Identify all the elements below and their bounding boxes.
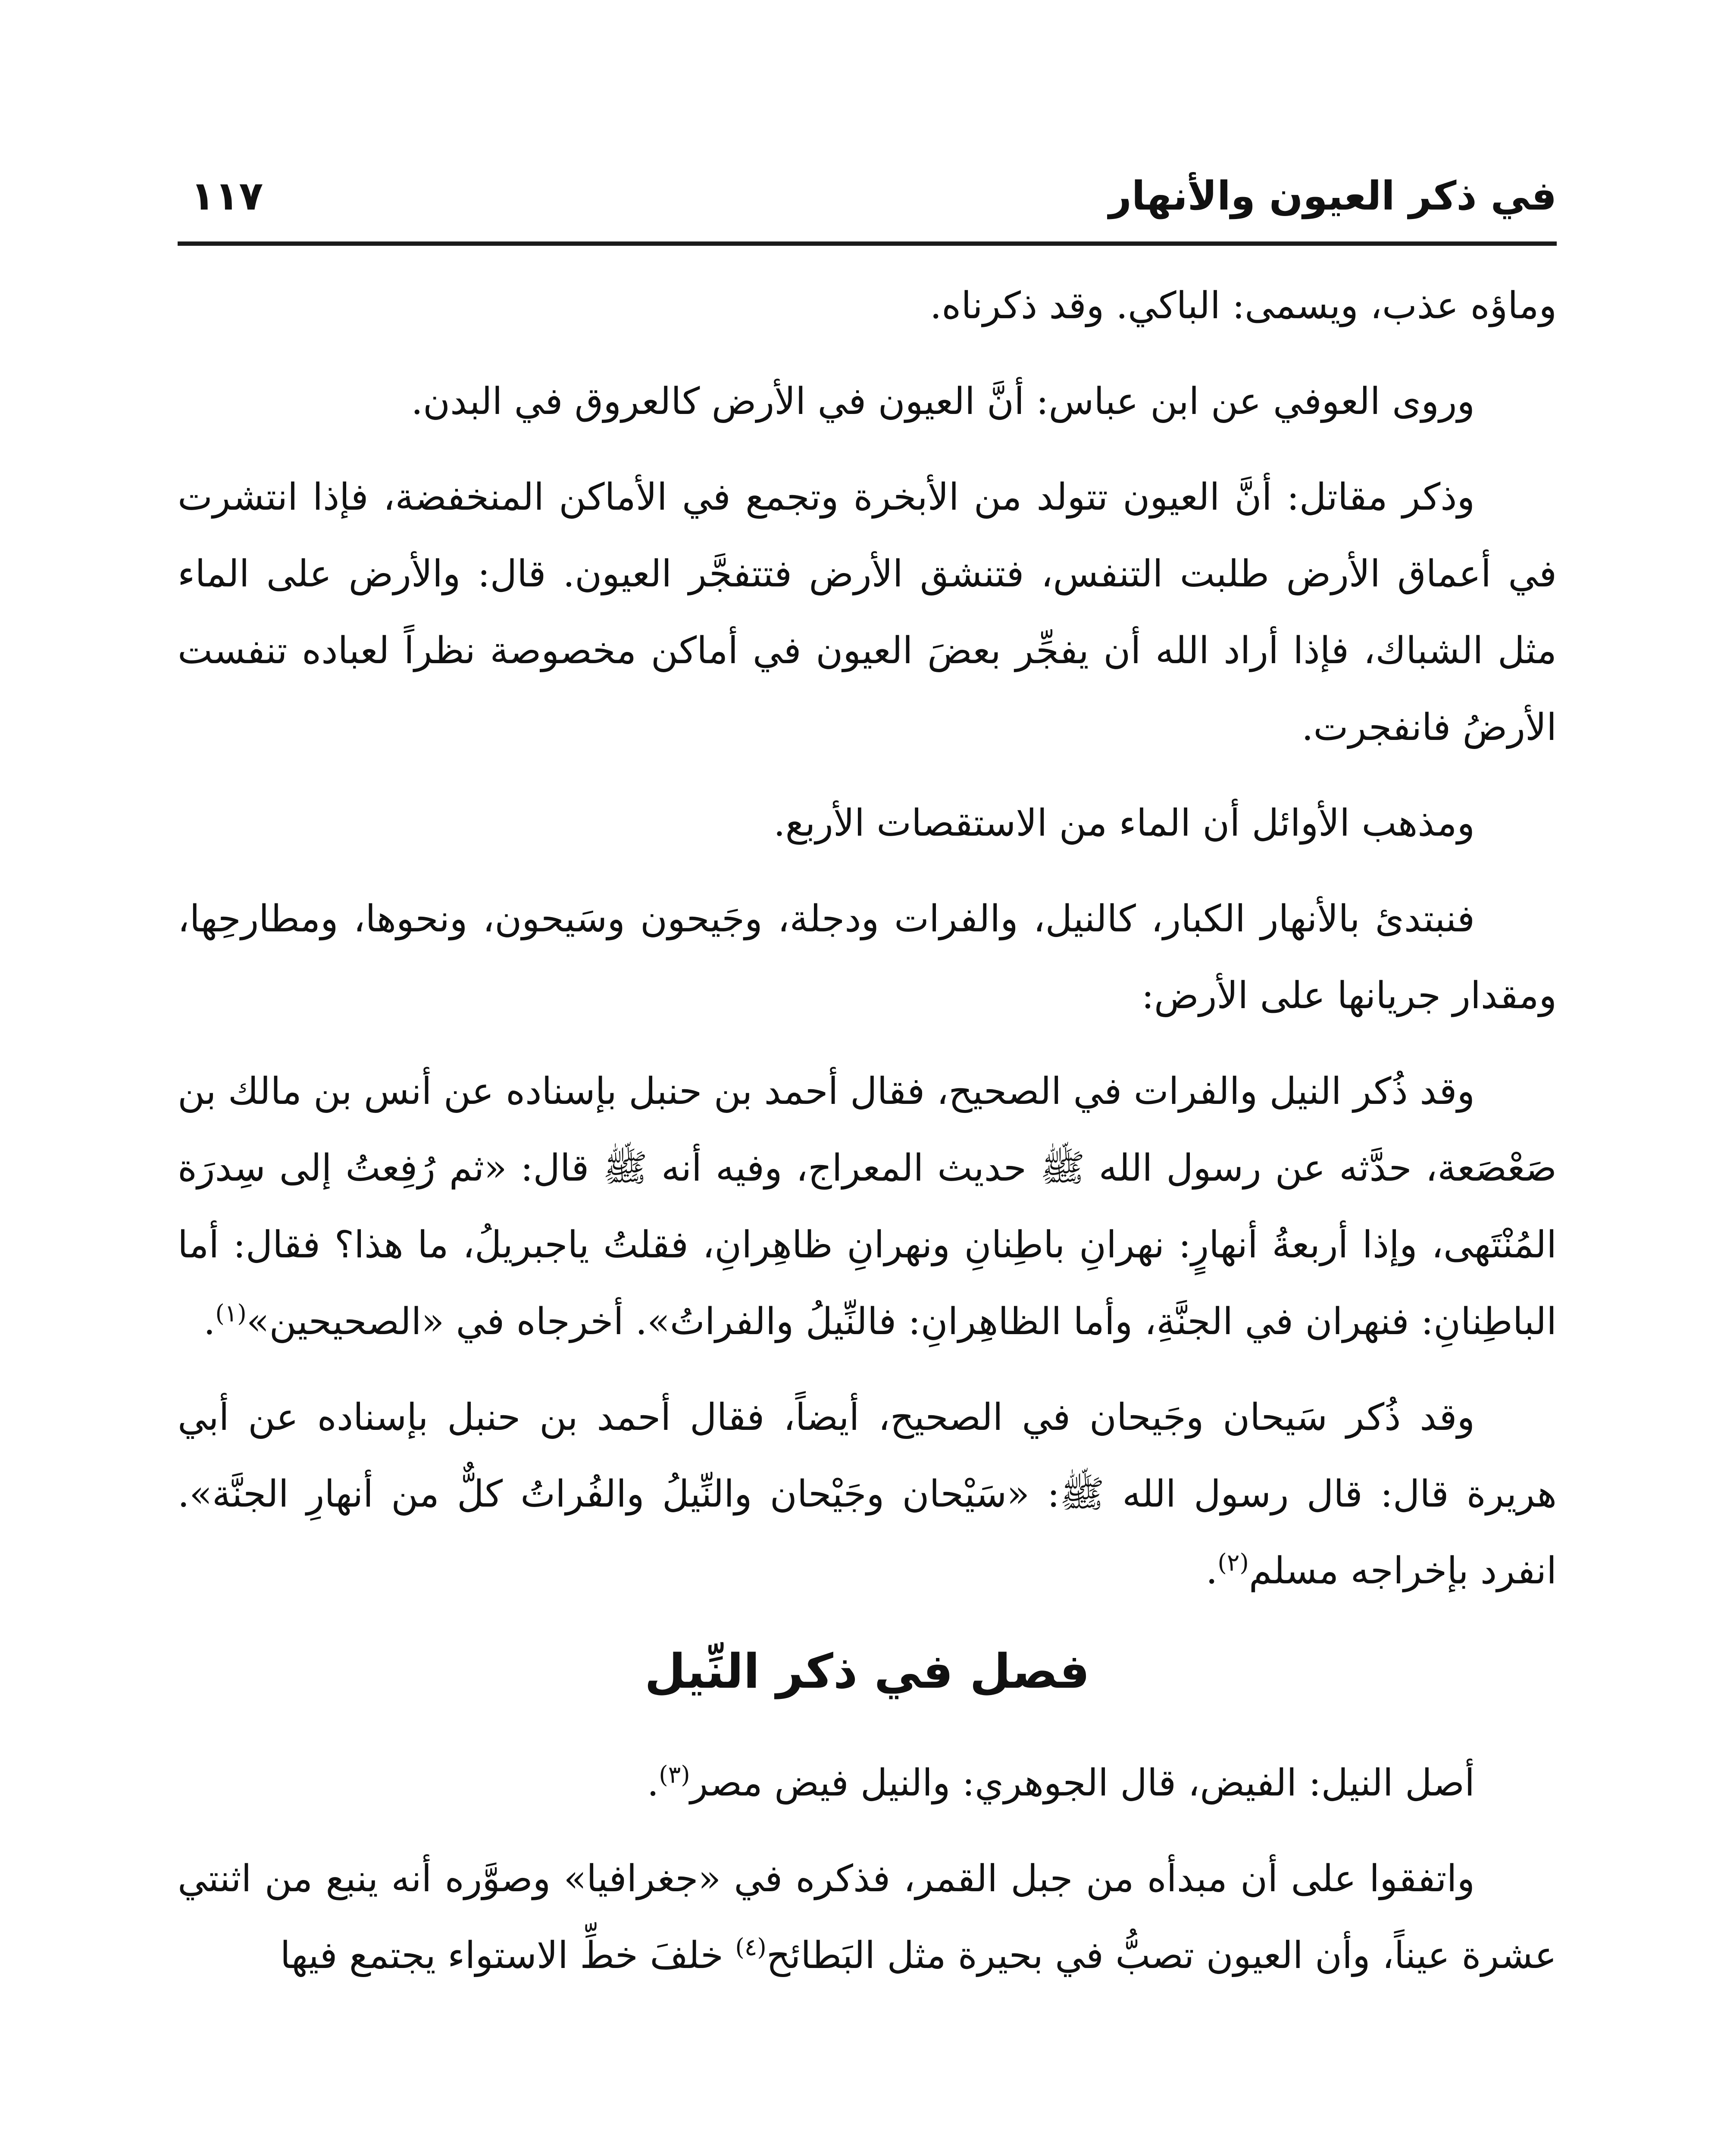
footnote-reference: (٤) <box>735 1933 767 1961</box>
section-heading: فصل في ذكر النِّيل <box>645 1644 1090 1699</box>
footnote-reference: (١) <box>215 1299 247 1327</box>
paragraph: وقد ذُكر سَيحان وجَيحان في الصحيح، أيضاً، فقال أحمد بن حنبل بإسناده عن أبي هريرة قال: قال رسول الله ﷺ: «سَيْحان وجَيْحان والنِّيلُ والفُراتُ كلٌّ من أنهارِ الجنَّة». انفرد بإخراجه مسلم$^{(٢)}$. <box>178 1396 1557 1592</box>
paragraph: أصل النيل: الفيض، قال الجوهري: والنيل فيض مصر$^{(٣)}$. <box>647 1761 1475 1805</box>
paragraph: وقد ذُكر النيل والفرات في الصحيح، فقال أحمد بن حنبل بإسناده عن أنس بن مالك بن صَعْصَعة، حدَّثه عن رسول الله ﷺ حديث المعراج، وفيه أنه ﷺ قال: «ثم رُفِعتُ إلى سِدرَة المُنْتَهى، وإذا أربعةُ أنهارٍ: نهرانِ باطِنانِ ونهرانِ ظاهِرانِ، فقلتُ ياجبريلُ، ما هذا؟ فقال: أما الباطِنانِ: فنهران في الجنَّةِ، وأما الظاهِرانِ: فالنِّيلُ والفراتُ». أخرجاه في «الصحيحين»$^{(١)}$. <box>178 1070 1557 1343</box>
paragraph: ومذهب الأوائل أن الماء من الاستقصات الأربع. <box>773 802 1475 845</box>
paragraph-text: وقد ذُكر النيل والفرات في الصحيح، فقال أحمد بن حنبل بإسناده عن أنس بن مالك بن صَعْصَعة، حدَّثه عن رسول الله ﷺ حديث المعراج، وفيه أنه ﷺ قال: «ثم رُفِعتُ إلى سِدرَة المُنْتَهى، وإذا أربعةُ أنهارٍ: نهرانِ باطِنانِ ونهرانِ ظاهِرانِ، فقلتُ ياجبريلُ، ما هذا؟ فقال: أما الباطِنانِ: فنهران في الجنَّةِ، وأما الظاهِرانِ: فالنِّيلُ والفراتُ». أخرجاه في «الصحيحين» <box>178 1070 1557 1343</box>
footnote-reference: (٢) <box>1217 1548 1249 1576</box>
paragraph-text: خلفَ خطِّ الاستواء يجتمع فيها <box>280 1934 735 1977</box>
paragraph: وروى العوفي عن ابن عباس: أنَّ العيون في الأرض كالعروق في البدن. <box>411 380 1475 423</box>
paragraph: وماؤه عذب، ويسمى: الباكي. وقد ذكرناه. <box>929 284 1557 327</box>
paragraph: وذكر مقاتل: أنَّ العيون تتولد من الأبخرة وتجمع في الأماكن المنخفضة، فإذا انتشرت في أعماق الأرض طلبت التنفس، فتنشق الأرض فتتفجَّر العيون. قال: والأرض على الماء مثل الشباك، فإذا أراد الله أن يفجِّر بعضَ العيون في أماكن مخصوصة نظراً لعباده تنفست الأرضُ فانفجرت. <box>178 476 1557 749</box>
paragraph-text: أصل النيل: الفيض، قال الجوهري: والنيل فيض مصر <box>690 1761 1475 1805</box>
footnote-reference: (٣) <box>659 1761 690 1789</box>
paragraph-text: واتفقوا على أن مبدأه من جبل القمر، فذكره في «جغرافيا» وصوَّره أنه ينبع من اثنتي عشرة عيناً، وأن العيون تصبُّ في بحيرة مثل البَطائح <box>178 1857 1557 1977</box>
paragraph: فنبتدئ بالأنهار الكبار، كالنيل، والفرات ودجلة، وجَيحون وسَيحون، ونحوها، ومطارحِها، ومقدار جريانها على الأرض: <box>178 897 1557 1017</box>
main-text <box>178 267 1557 2013</box>
paragraph-text: وقد ذُكر سَيحان وجَيحان في الصحيح، أيضاً، فقال أحمد بن حنبل بإسناده عن أبي هريرة قال: قال رسول الله ﷺ: «سَيْحان وجَيْحان والنِّيلُ والفُراتُ كلٌّ من أنهارِ الجنَّة». انفرد بإخراجه مسلم <box>178 1396 1557 1592</box>
running-header-title: في ذكر العيون والأنهار <box>1108 173 1557 219</box>
paragraph <box>178 1840 1557 1994</box>
running-header <box>178 155 1557 246</box>
page-number: ١١٧ <box>191 173 263 219</box>
